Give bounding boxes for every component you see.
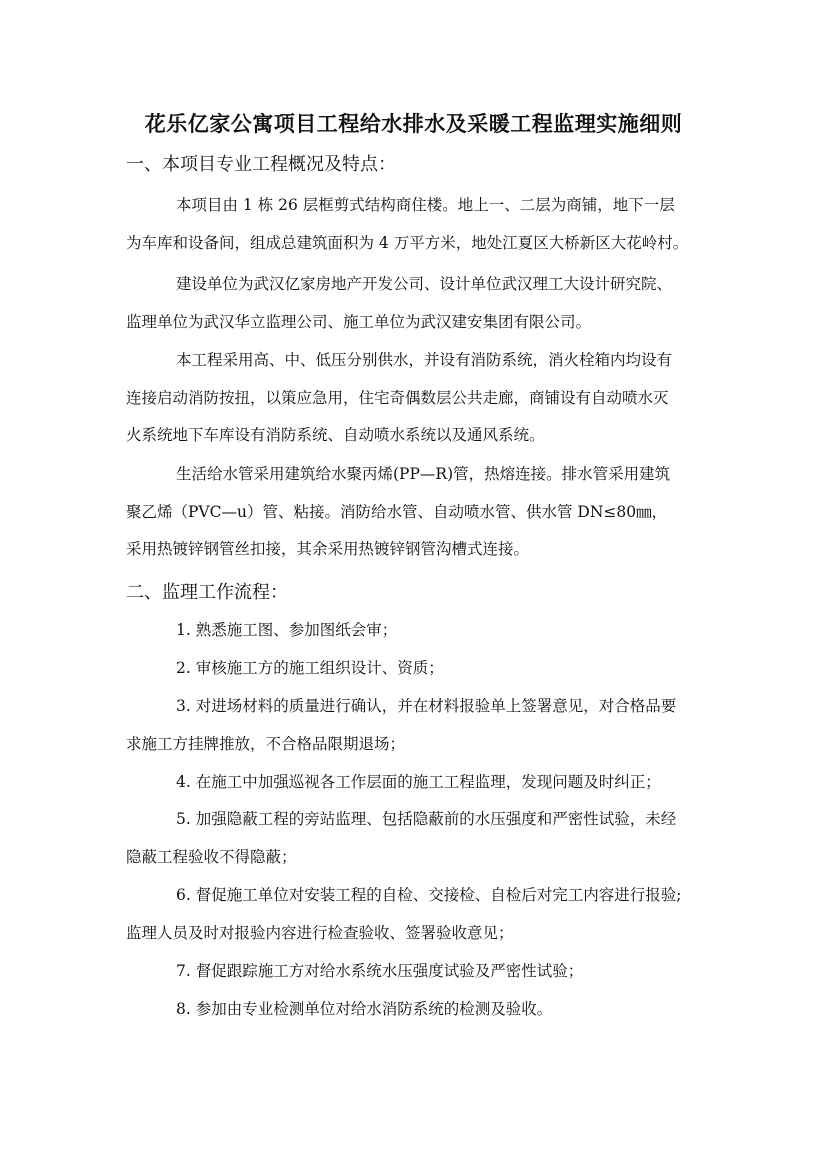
paragraph-line: 建设单位为武汉亿家房地产开发公司、设计单位武汉理工大设计研究院、 <box>176 275 673 293</box>
paragraph-line: 生活给水管采用建筑给水聚丙烯(PP—R)管，热熔连接。排水管采用建筑 <box>176 465 671 483</box>
workflow-item-6 <box>126 877 710 952</box>
paragraph-line: 监理单位为武汉华立监理公司、施工单位为武汉建安集团有限公司。 <box>126 312 592 331</box>
workflow-item-7: 7. 督促跟踪施工方对给水系统水压强度试验及严密性试验； <box>176 962 584 980</box>
paragraph-water-supply <box>126 342 706 455</box>
paragraph-line: 聚乙烯（PVC—u）管、粘接。消防给水管、自动喷水管、供水管 DN≤80㎜， <box>126 502 668 521</box>
section-heading-workflow: 二、监理工作流程： <box>126 582 288 603</box>
document-title: 花乐亿家公寓项目工程给水排水及采暖工程监理实施细则 <box>144 111 683 136</box>
paragraph-line: 火系统地下车库设有消防系统、自动喷水系统以及通风系统。 <box>126 426 545 444</box>
paragraph-line: 6. 督促施工单位对安装工程的自检、交接检、自检后对完工内容进行报验; <box>176 886 682 904</box>
paragraph-line: 隐蔽工程验收不得隐蔽； <box>126 847 297 866</box>
paragraph-line: 为车库和设备间，组成总建筑面积为 4 万平方米，地处江夏区大桥新区大花岭村。 <box>126 233 689 252</box>
workflow-item-3 <box>126 688 710 763</box>
paragraph-pipe-materials <box>126 456 706 569</box>
workflow-item-8: 8. 参加由专业检测单位对给水消防系统的检测及验收。 <box>176 1000 553 1018</box>
workflow-item-4: 4. 在施工中加强巡视各工作层面的施工工程监理，发现问题及时纠正； <box>176 773 661 791</box>
paragraph-line: 本项目由 1 栋 26 层框剪式结构商住楼。地上一、二层为商铺，地下一层 <box>176 196 675 214</box>
paragraph-line: 连接启动消防按扭，以策应急用，住宅奇偶数层公共走廊，商铺设有自动喷水灭 <box>126 388 669 407</box>
paragraph-line: 采用热镀锌钢管丝扣接，其余采用热镀锌钢管沟槽式连接。 <box>126 540 530 558</box>
paragraph-line: 监理人员及时对报验内容进行检查验收、签署验收意见； <box>126 923 514 942</box>
workflow-item-5 <box>126 801 710 876</box>
paragraph-line: 5. 加强隐蔽工程的旁站监理、包括隐蔽前的水压强度和严密性试验，未经 <box>176 810 677 828</box>
paragraph-project-summary <box>126 187 706 262</box>
paragraph-line: 3. 对进场材料的质量进行确认，并在材料报验单上签署意见，对合格品要 <box>176 697 677 715</box>
section-heading-overview: 一、本项目专业工程概况及特点： <box>126 154 396 175</box>
paragraph-line: 求施工方挂牌推放，不合格品限期退场； <box>126 734 406 753</box>
workflow-item-2: 2. 审核施工方的施工组织设计、资质； <box>176 659 444 677</box>
workflow-item-1: 1. 熟悉施工图、参加图纸会审； <box>176 621 398 639</box>
paragraph-parties <box>126 266 706 341</box>
paragraph-line: 本工程采用高、中、低压分别供水，并设有消防系统，消火栓箱内均设有 <box>176 351 673 369</box>
